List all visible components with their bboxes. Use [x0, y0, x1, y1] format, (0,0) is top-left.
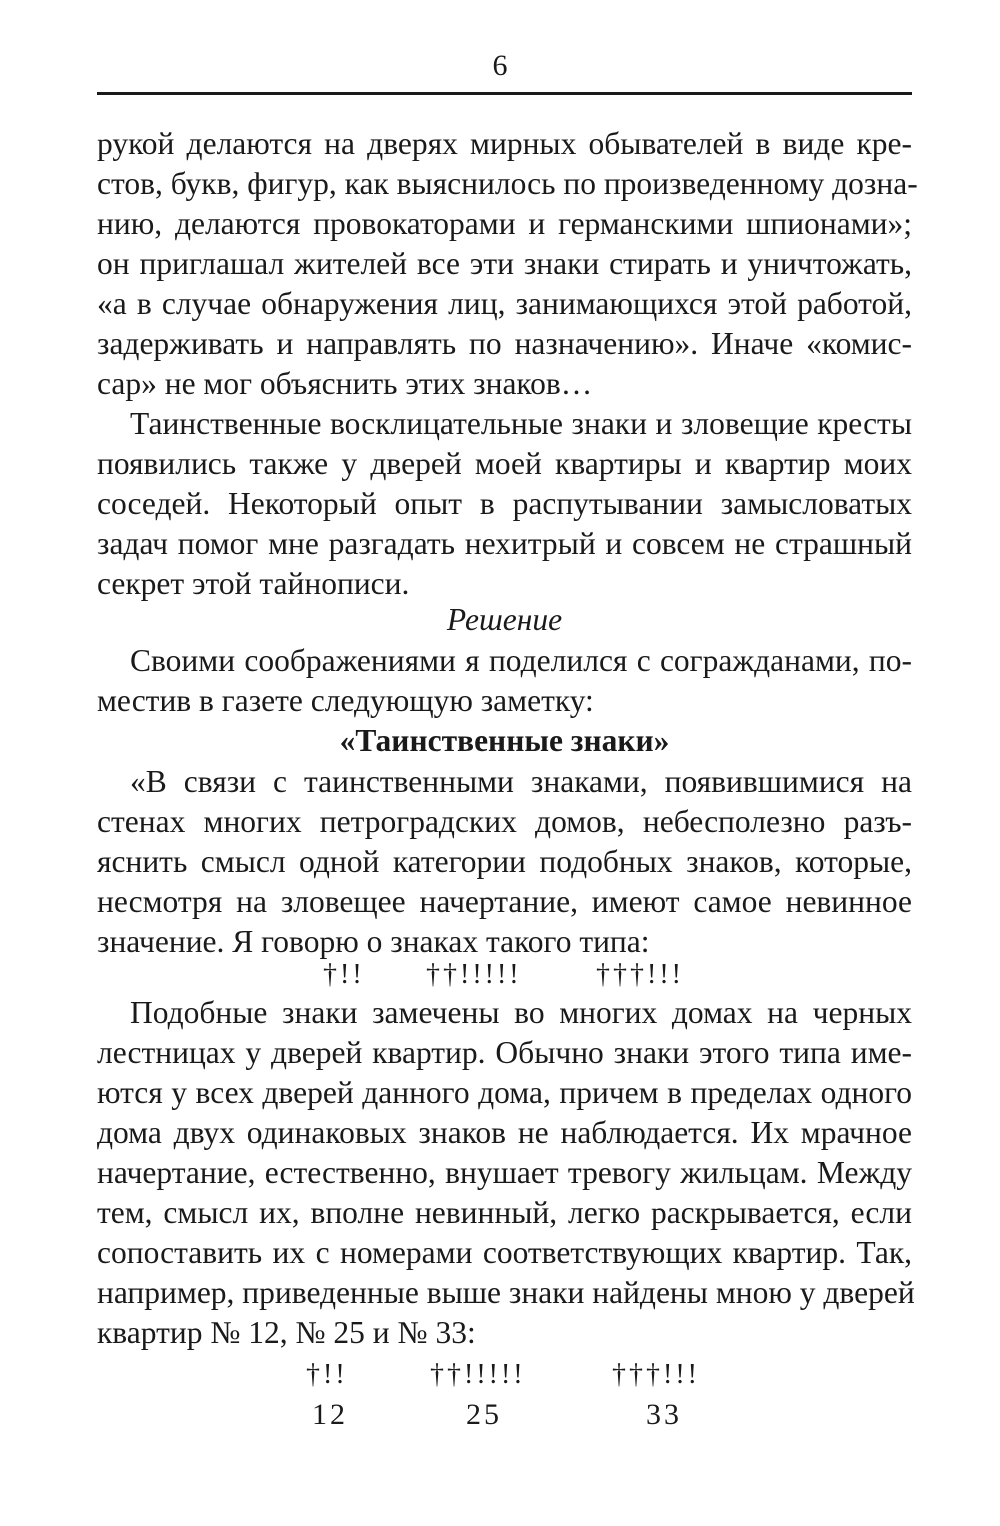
text-line: сопоставить их с номерами соответствующих квартир. Так, [97, 1235, 912, 1270]
text-line: лестницах у дверей квартир. Обычно знаки этого типа име- [97, 1035, 912, 1070]
text-line: «а в случае обнаружения лиц, занимающихся этой работой, [97, 286, 912, 321]
text-line: яснить смысл одной категории подобных знаков, которые, [97, 844, 912, 879]
text-line: задач помог мне разгадать нехитрый и совсем не страшный [97, 526, 912, 561]
sign-symbol: †††!!! [596, 959, 684, 990]
text-line: Подобные знаки замечены во многих домах на черных [130, 995, 912, 1030]
text-line: начертание, естественно, внушает тревогу жильцам. Между [97, 1155, 912, 1190]
text-line: он приглашал жителей все эти знаки стирать и уничтожать, [97, 246, 912, 281]
sign-symbol: †!! [306, 1359, 348, 1390]
text-line: секрет этой тайнописи. [97, 566, 410, 601]
signs-row [0, 957, 1000, 997]
text-line: квартир № 12, № 25 и № 33: [97, 1315, 476, 1350]
text-line: ются у всех дверей данного дома, причем в пределах одного [97, 1075, 912, 1110]
text-line: стов, букв, фигур, как выяснилось по произведенному дозна- [97, 166, 918, 201]
apartment-number: 33 [646, 1398, 682, 1431]
text-line: нию, делаются провокаторами и германскими шпионами»; [97, 206, 912, 241]
text-line: соседей. Некоторый опыт в распутывании замысловатых [97, 486, 912, 521]
text-line: задерживать и направлять по назначению». Иначе «комис- [97, 326, 912, 361]
signs-table [0, 1357, 1000, 1447]
text-line: местив в газете следующую заметку: [97, 683, 594, 718]
note-title: «Таинственные знаки» [339, 723, 670, 758]
apartment-number: 25 [466, 1398, 502, 1431]
text-line: тем, смысл их, вполне невинный, легко раскрывается, если [97, 1195, 912, 1230]
text-line: например, приведенные выше знаки найдены мною у дверей [97, 1275, 915, 1310]
text-line: рукой делаются на дверях мирных обывателей в виде кре- [97, 126, 912, 161]
text-line: дома двух одинаковых знаков не наблюдается. Их мрачное [97, 1115, 912, 1150]
text-line: несмотря на зловещее начертание, имеют самое невинное [97, 884, 912, 919]
sign-symbol: †††!!! [612, 1359, 700, 1390]
sign-symbol: ††!!!!! [426, 959, 522, 990]
section-heading: Решение [446, 602, 563, 637]
text-line: Таинственные восклицательные знаки и зловещие кресты [130, 406, 912, 441]
text-line: появились также у дверей моей квартиры и квартир моих [97, 446, 912, 481]
text-line: стенах многих петроградских домов, небесполезно разъ- [97, 804, 912, 839]
text-line: сар» не мог объяснить этих знаков… [97, 366, 593, 401]
sign-symbol: †!! [323, 959, 365, 990]
apartment-number: 12 [312, 1398, 348, 1431]
sign-symbol: ††!!!!! [430, 1359, 526, 1390]
header-rule [97, 92, 912, 95]
page-number: 6 [492, 49, 508, 82]
text-line: Своими соображениями я поделился с согражданами, по- [130, 643, 912, 678]
text-line: «В связи с таинственными знаками, появившимися на [130, 764, 912, 799]
text-line: значение. Я говорю о знаках такого типа: [97, 924, 650, 959]
